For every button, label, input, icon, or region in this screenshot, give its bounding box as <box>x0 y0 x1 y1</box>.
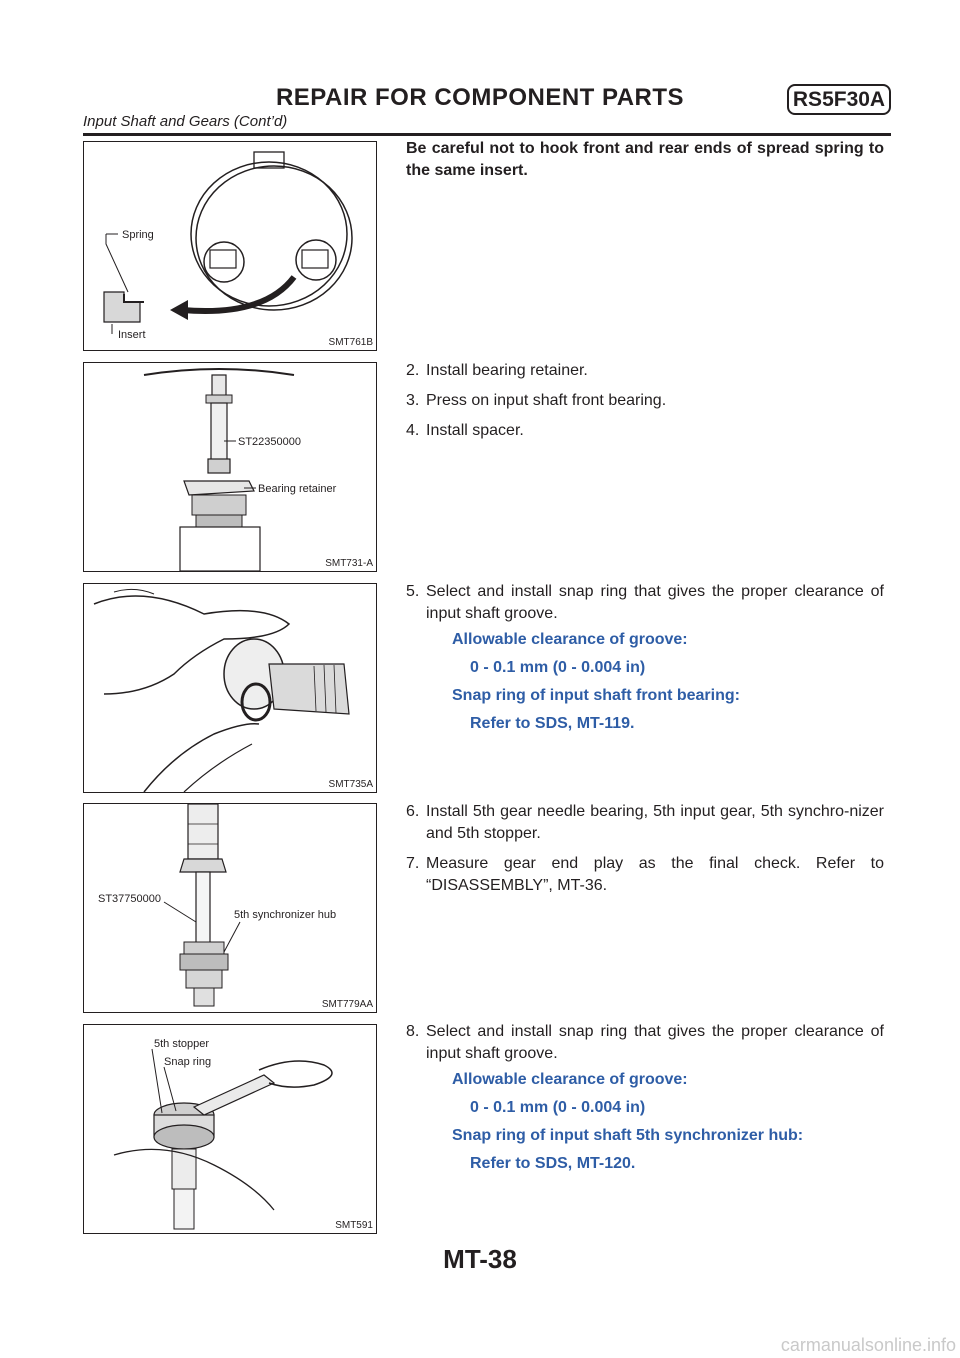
step-item <box>406 360 884 382</box>
spec-label: Snap ring of input shaft 5th synchronizer hub: <box>452 1127 804 1144</box>
step-text: Select and install snap ring that gives the proper clearance of input shaft groove. <box>426 1023 884 1062</box>
step-text: Select and install snap ring that gives the proper clearance of input shaft groove. <box>426 583 884 622</box>
model-code-badge: RS5F30A <box>787 84 891 115</box>
text-block-steps-2-4 <box>406 360 884 450</box>
text-block-step-5 <box>406 581 884 741</box>
step-number: 2. <box>406 362 420 379</box>
step-number: 3. <box>406 392 420 409</box>
figure-caption: SMT591 <box>335 1220 373 1231</box>
text-block-step-8 <box>406 1021 884 1181</box>
5th-synchronizer-illustration <box>84 804 376 1012</box>
section-subtitle: Input Shaft and Gears (Cont’d) <box>83 113 288 130</box>
figure-caption: SMT761B <box>328 337 373 348</box>
step-number: 6. <box>406 803 420 820</box>
label-snap-ring: Snap ring <box>164 1056 212 1068</box>
figure-bearing-retainer <box>83 362 377 572</box>
label-bearing-retainer: Bearing retainer <box>258 483 337 495</box>
figure-spread-spring <box>83 141 377 351</box>
figure-caption: SMT735A <box>328 779 373 790</box>
spread-spring-illustration <box>84 142 376 350</box>
figure-5th-stopper <box>83 1024 377 1234</box>
step-item <box>406 581 884 625</box>
figure-caption: SMT731-A <box>325 558 373 569</box>
step-text: Measure gear end play as the final check. Refer to “DISASSEMBLY”, MT-36. <box>426 855 884 894</box>
spec-value: 0 - 0.1 mm (0 - 0.004 in) <box>470 659 646 676</box>
step-number: 5. <box>406 583 420 600</box>
label-spring: Spring <box>122 229 154 241</box>
page-number: MT-38 <box>443 1244 517 1274</box>
step-text: Install bearing retainer. <box>426 362 588 379</box>
step-text: Install spacer. <box>426 422 524 439</box>
label-insert: Insert <box>118 329 146 341</box>
figure-caption: SMT779AA <box>321 999 373 1010</box>
snap-ring-front-illustration <box>84 584 376 792</box>
label-tool-number: ST22350000 <box>238 436 301 448</box>
spec-label: Allowable clearance of groove: <box>452 1071 688 1088</box>
label-tool-number: ST37750000 <box>98 893 161 905</box>
5th-stopper-illustration <box>84 1025 376 1233</box>
label-5th-stopper: 5th stopper <box>154 1038 210 1050</box>
step-number: 4. <box>406 422 420 439</box>
text-block-steps-6-7 <box>406 801 884 905</box>
watermark: carmanualsonline.info <box>780 1335 956 1355</box>
step-item <box>406 853 884 897</box>
step-text: Install 5th gear needle bearing, 5th input gear, 5th synchro-nizer and 5th stopper. <box>426 803 884 842</box>
spec-block <box>406 1069 884 1175</box>
header-divider <box>83 133 891 136</box>
step-item <box>406 390 884 412</box>
step-number: 8. <box>406 1023 420 1040</box>
step-item <box>406 1021 884 1065</box>
step-number: 7. <box>406 855 420 872</box>
figure-snap-ring-front <box>83 583 377 793</box>
spec-block <box>406 629 884 735</box>
page-title: REPAIR FOR COMPONENT PARTS <box>275 84 685 111</box>
spec-label: Snap ring of input shaft front bearing: <box>452 687 740 704</box>
caution-note: Be careful not to hook front and rear ends of spread spring to the same insert. <box>406 140 884 179</box>
step-item <box>406 801 884 845</box>
spec-value: Refer to SDS, MT-119. <box>470 715 635 732</box>
bearing-retainer-illustration <box>84 363 376 571</box>
step-item <box>406 420 884 442</box>
spec-label: Allowable clearance of groove: <box>452 631 688 648</box>
figure-5th-synchronizer <box>83 803 377 1013</box>
spec-value: Refer to SDS, MT-120. <box>470 1155 636 1172</box>
spec-value: 0 - 0.1 mm (0 - 0.004 in) <box>470 1099 646 1116</box>
label-5th-synchronizer-hub: 5th synchronizer hub <box>234 909 337 921</box>
text-block-note <box>406 138 884 182</box>
step-text: Press on input shaft front bearing. <box>426 392 667 409</box>
